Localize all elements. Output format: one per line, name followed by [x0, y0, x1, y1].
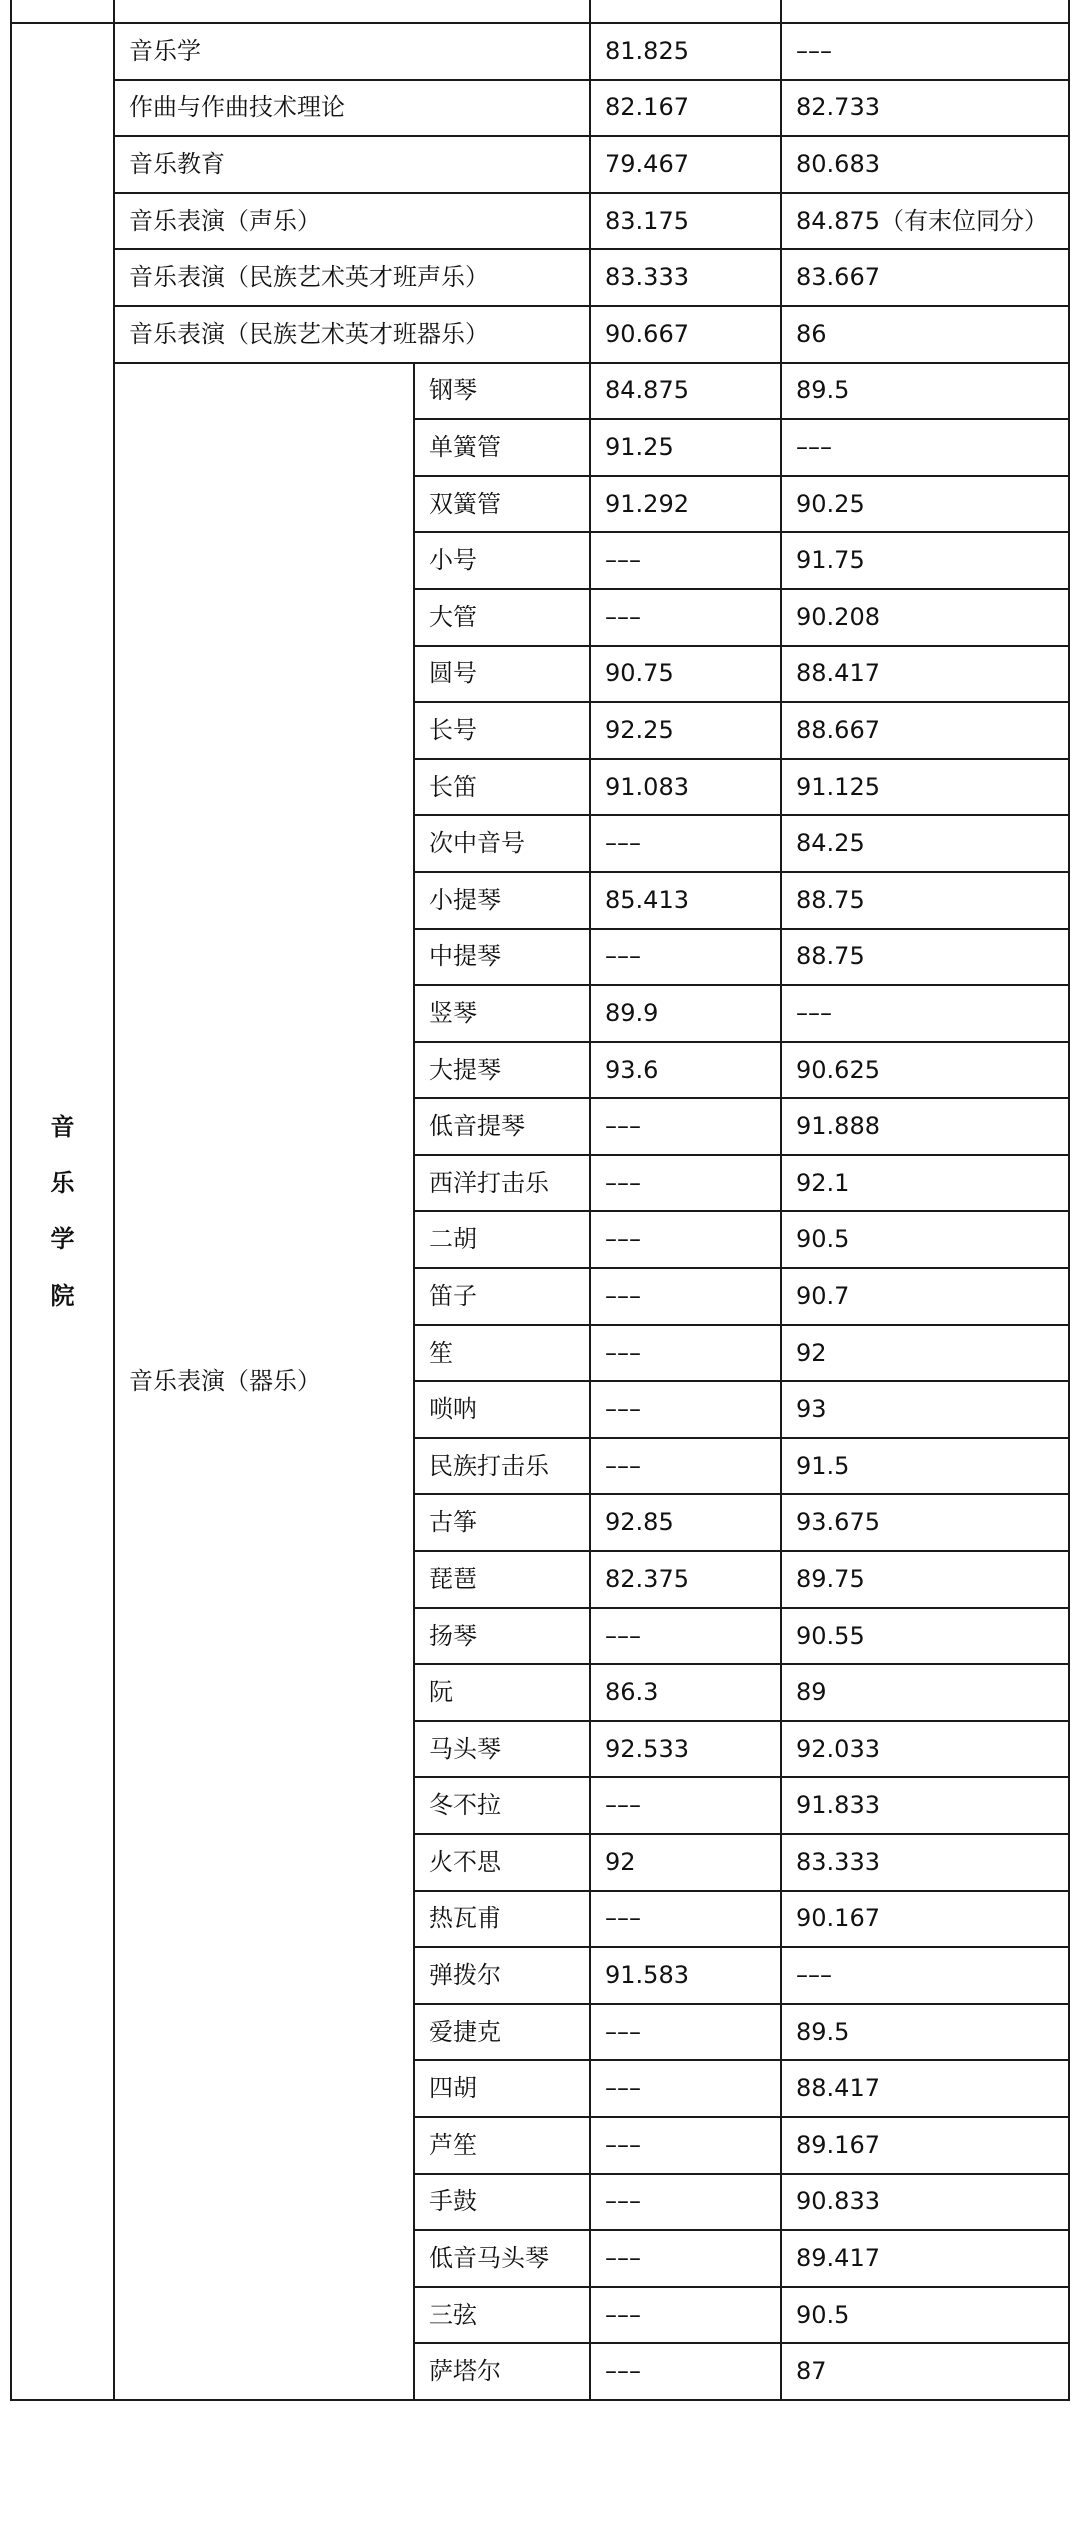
score-2024-cell: 91.888 [781, 1098, 1069, 1155]
score-2024-cell: 90.7 [781, 1268, 1069, 1325]
score-2024-cell: 89.5 [781, 363, 1069, 420]
score-2023-cell: 92.533 [590, 1721, 781, 1778]
instrument-cell: 低音提琴 [414, 1098, 590, 1155]
instrument-cell: 小号 [414, 532, 590, 589]
score-2023-cell: 91.292 [590, 476, 781, 533]
instrument-cell: 阮 [414, 1664, 590, 1721]
cell-blank [114, 0, 590, 23]
instrument-cell: 钢琴 [414, 363, 590, 420]
score-2024-cell: 90.5 [781, 1211, 1069, 1268]
score-2024-cell: 88.75 [781, 872, 1069, 929]
score-2024-cell: 83.667 [781, 249, 1069, 306]
score-2023-cell: 93.6 [590, 1042, 781, 1099]
score-2024-cell: 92 [781, 1325, 1069, 1382]
major-cell-instrumental: 音乐表演（器乐） [114, 363, 414, 2400]
score-2023-cell: ––– [590, 2004, 781, 2061]
instrument-cell: 弹拨尔 [414, 1947, 590, 2004]
score-2023-cell: 92.85 [590, 1494, 781, 1551]
score-2024-cell: 90.5 [781, 2287, 1069, 2344]
instrument-cell: 扬琴 [414, 1608, 590, 1665]
score-2024-cell: 90.55 [781, 1608, 1069, 1665]
score-2024-cell: 89.75 [781, 1551, 1069, 1608]
table-row-cut-off [11, 0, 1069, 23]
score-2024-cell: ––– [781, 419, 1069, 476]
major-cell: 音乐表演（声乐） [114, 193, 590, 250]
score-2023-cell: ––– [590, 532, 781, 589]
score-2023-cell: 85.413 [590, 872, 781, 929]
score-2023-cell: ––– [590, 1211, 781, 1268]
instrument-cell: 古筝 [414, 1494, 590, 1551]
instrument-cell: 笙 [414, 1325, 590, 1382]
score-2024-cell: 90.25 [781, 476, 1069, 533]
score-2024-cell: 83.333 [781, 1834, 1069, 1891]
score-2024-cell: 91.833 [781, 1777, 1069, 1834]
instrument-cell: 双簧管 [414, 476, 590, 533]
score-2024-cell: 89 [781, 1664, 1069, 1721]
instrument-cell: 笛子 [414, 1268, 590, 1325]
score-2024-cell: 87 [781, 2343, 1069, 2400]
score-2023-cell: ––– [590, 2174, 781, 2231]
instrument-cell: 四胡 [414, 2060, 590, 2117]
score-2023-cell: ––– [590, 1381, 781, 1438]
score-2024-cell: 90.208 [781, 589, 1069, 646]
cell-blank [11, 0, 114, 23]
table-row [11, 306, 1069, 363]
instrument-cell: 竖琴 [414, 985, 590, 1042]
score-2024-cell: 92.1 [781, 1155, 1069, 1212]
major-cell: 音乐教育 [114, 136, 590, 193]
score-2023-cell: ––– [590, 1268, 781, 1325]
instrument-cell: 低音马头琴 [414, 2230, 590, 2287]
instrument-cell: 圆号 [414, 646, 590, 703]
major-cell: 音乐表演（民族艺术英才班声乐） [114, 249, 590, 306]
score-2024-cell: 86 [781, 306, 1069, 363]
instrument-cell: 琵琶 [414, 1551, 590, 1608]
score-2023-cell: ––– [590, 1155, 781, 1212]
score-2023-cell: 92 [590, 1834, 781, 1891]
score-2023-cell: 91.583 [590, 1947, 781, 2004]
score-2024-cell: 88.417 [781, 646, 1069, 703]
score-2023-cell: 83.175 [590, 193, 781, 250]
score-2024-cell: 82.733 [781, 80, 1069, 137]
score-2023-cell: 92.25 [590, 702, 781, 759]
college-cell [11, 23, 114, 2400]
score-2024-cell: 91.75 [781, 532, 1069, 589]
instrument-cell: 次中音号 [414, 815, 590, 872]
score-2023-cell: 84.875 [590, 363, 781, 420]
major-cell: 作曲与作曲技术理论 [114, 80, 590, 137]
score-2024-cell: 91.125 [781, 759, 1069, 816]
score-2024-cell: 93 [781, 1381, 1069, 1438]
score-2024-cell: 88.75 [781, 929, 1069, 986]
score-2023-cell: ––– [590, 2230, 781, 2287]
score-2024-cell: 89.167 [781, 2117, 1069, 2174]
score-2023-cell: ––– [590, 1891, 781, 1948]
score-2024-cell: ––– [781, 1947, 1069, 2004]
instrument-cell: 西洋打击乐 [414, 1155, 590, 1212]
score-2023-cell: ––– [590, 2060, 781, 2117]
instrument-cell: 马头琴 [414, 1721, 590, 1778]
score-2024-cell: 90.167 [781, 1891, 1069, 1948]
table-row [11, 80, 1069, 137]
score-2024-cell: ––– [781, 23, 1069, 80]
score-2024-cell: 90.833 [781, 2174, 1069, 2231]
instrument-cell: 芦笙 [414, 2117, 590, 2174]
score-2023-cell: 82.375 [590, 1551, 781, 1608]
score-2023-cell: 91.25 [590, 419, 781, 476]
instrument-cell: 二胡 [414, 1211, 590, 1268]
score-2023-cell: ––– [590, 1325, 781, 1382]
score-2024-cell: 88.417 [781, 2060, 1069, 2117]
table-row [11, 249, 1069, 306]
instrument-cell: 萨塔尔 [414, 2343, 590, 2400]
score-2023-cell: ––– [590, 2117, 781, 2174]
table-row [11, 23, 1069, 80]
instrument-cell: 民族打击乐 [414, 1438, 590, 1495]
table-row [11, 136, 1069, 193]
college-name: 音乐学院 [50, 1112, 75, 1310]
score-2024-cell: 89.5 [781, 2004, 1069, 2061]
cell-blank [781, 0, 1069, 23]
instrument-cell: 长笛 [414, 759, 590, 816]
instrument-cell: 唢呐 [414, 1381, 590, 1438]
major-cell: 音乐表演（民族艺术英才班器乐） [114, 306, 590, 363]
score-2023-cell: 83.333 [590, 249, 781, 306]
instrument-cell: 三弦 [414, 2287, 590, 2344]
score-2023-cell: ––– [590, 1098, 781, 1155]
instrument-cell: 长号 [414, 702, 590, 759]
score-table [10, 0, 1070, 2401]
score-2023-cell: 91.083 [590, 759, 781, 816]
instrument-cell: 大提琴 [414, 1042, 590, 1099]
instrument-cell: 冬不拉 [414, 1777, 590, 1834]
score-2024-cell: 80.683 [781, 136, 1069, 193]
score-2023-cell: 90.667 [590, 306, 781, 363]
instrument-cell: 火不思 [414, 1834, 590, 1891]
score-2024-cell: ––– [781, 985, 1069, 1042]
instrument-cell: 小提琴 [414, 872, 590, 929]
instrument-cell: 手鼓 [414, 2174, 590, 2231]
score-2024-cell: 91.5 [781, 1438, 1069, 1495]
cell-blank [590, 0, 781, 23]
score-2023-cell: ––– [590, 1608, 781, 1665]
score-2023-cell: 86.3 [590, 1664, 781, 1721]
instrument-cell: 大管 [414, 589, 590, 646]
score-2023-cell: ––– [590, 589, 781, 646]
score-2024-cell: 84.25 [781, 815, 1069, 872]
score-2024-cell: 89.417 [781, 2230, 1069, 2287]
score-2023-cell: 79.467 [590, 136, 781, 193]
score-2023-cell: 90.75 [590, 646, 781, 703]
instrument-cell: 爱捷克 [414, 2004, 590, 2061]
score-2023-cell: ––– [590, 1777, 781, 1834]
score-2024-cell: 93.675 [781, 1494, 1069, 1551]
instrument-cell: 热瓦甫 [414, 1891, 590, 1948]
major-cell: 音乐学 [114, 23, 590, 80]
score-2023-cell: 81.825 [590, 23, 781, 80]
score-2023-cell: ––– [590, 2343, 781, 2400]
instrument-cell: 中提琴 [414, 929, 590, 986]
score-2023-cell: ––– [590, 2287, 781, 2344]
score-2023-cell: 82.167 [590, 80, 781, 137]
table-row [11, 193, 1069, 250]
score-2023-cell: ––– [590, 1438, 781, 1495]
score-2024-cell: 90.625 [781, 1042, 1069, 1099]
score-2024-cell: 88.667 [781, 702, 1069, 759]
score-2024-cell: 84.875（有末位同分） [781, 193, 1069, 250]
score-2023-cell: 89.9 [590, 985, 781, 1042]
score-table-body [11, 0, 1069, 2400]
instrument-cell: 单簧管 [414, 419, 590, 476]
score-2024-cell: 92.033 [781, 1721, 1069, 1778]
score-2023-cell: ––– [590, 929, 781, 986]
table-row-instrument [11, 363, 1069, 420]
score-2023-cell: ––– [590, 815, 781, 872]
